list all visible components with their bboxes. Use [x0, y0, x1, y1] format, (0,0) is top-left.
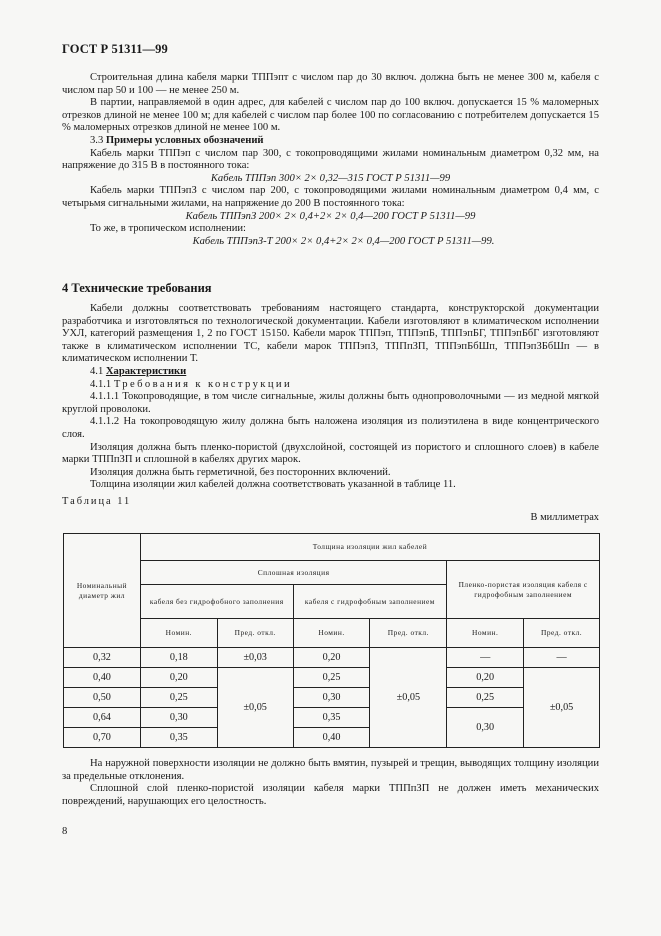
cell-nominal: 0,25 — [140, 688, 217, 708]
paragraph: Кабели должны соответствовать требованиям настоящего стандарта, конструкторской документации разработчика и изготовляться по технологической документации. Кабели изготовляют в климатическом исполнении УХЛ, категорий размещения 1, 2 по ГОСТ 15150. Кабели марок ТППэп, ТППэпБ, ТППэпБГ, ТППэпБбГ изготовляют также в климатическом исполнении ТС, кабели марок ТППэпЗ, ТППпЗП, ТППэпБбШп, ТППэпЗБбШп — в климатическом исполнении Т. — [62, 303, 599, 365]
paragraph: Кабель марки ТППэпЗ с числом пар 200, с токопроводящими жилами номинальным диаметром 0,4 мм, с четырьмя сигнальными жилами, на напряжение до 200 В постоянного тока: — [62, 185, 599, 209]
cell-nominal: 0,20 — [447, 668, 524, 688]
table-caption: Таблица 11 — [62, 496, 132, 507]
subsection-title: Характеристики — [105, 365, 187, 377]
insulation-thickness-table — [63, 533, 600, 748]
cell-deviation: ±0,05 — [217, 668, 293, 748]
cell-diameter: 0,64 — [64, 708, 141, 728]
cell-nominal: 0,30 — [140, 708, 217, 728]
subsection-title: Требования к конструкции — [113, 378, 293, 390]
intro-block — [62, 72, 599, 248]
header-solid-insulation: Сплошная изоляция — [140, 561, 446, 585]
table-row — [64, 668, 600, 688]
paragraph: Толщина изоляции жил кабелей должна соответствовать указанной в таблице 11. — [90, 479, 456, 491]
page-number: 8 — [62, 826, 68, 837]
header-insulation-thickness: Толщина изоляции жил кабелей — [140, 534, 599, 561]
cell-nominal: 0,20 — [293, 648, 370, 668]
cell-nominal: 0,35 — [140, 728, 217, 748]
table-row — [64, 708, 600, 728]
cell-nominal: 0,35 — [293, 708, 370, 728]
cell-deviation: ±0,05 — [370, 648, 447, 748]
cell-diameter: 0,40 — [64, 668, 141, 688]
cell-nominal: 0,18 — [140, 648, 217, 668]
paragraph: 4.1.1.2 На токопроводящую жилу должна быть наложена изоляция из полиэтилена в виде концентрического слоя. — [62, 416, 599, 440]
paragraph: Изоляция должна быть пленко-пористой (двухслойной, состоящей из пористого и сплошного слоев) в кабеле марки ТППпЗП и сплошной в кабелях других марок. — [62, 441, 599, 466]
header-deviation: Пред. откл. — [370, 619, 447, 648]
cell-deviation: ±0,03 — [217, 648, 293, 668]
paragraph: На наружной поверхности изоляции не должно быть вмятин, пузырей и трещин, выводящих толщину изоляции за предельные отклонения. — [62, 758, 599, 782]
section-title: 4 Технические требования — [62, 281, 212, 295]
paragraph: В партии, направляемой в один адрес, для кабелей с числом пар до 100 включ. допускается 15 % маломерных отрезков длиной не менее 100 м; для кабелей с числом пар более 100 по согласованию с потребителем допускается 15 % маломерных отрезков длиной не менее 100 м. — [62, 97, 599, 134]
paragraph: Сплошной слой пленко-пористой изоляции кабеля марки ТППпЗП не должен иметь механических повреждений, нарушающих его целостность. — [62, 783, 599, 807]
cell-nominal: 0,25 — [447, 688, 524, 708]
subsection-number: 3.3 — [90, 134, 104, 146]
header-no-filling: кабеля без гидрофобного заполнения — [140, 585, 293, 619]
cell-diameter: 0,50 — [64, 688, 141, 708]
header-nominal: Номин. — [293, 619, 370, 648]
subsection-title: Примеры условных обозначений — [105, 134, 264, 146]
header-nominal: Номин. — [447, 619, 524, 648]
header-deviation: Пред. откл. — [217, 619, 293, 648]
header-deviation: Пред. откл. — [524, 619, 600, 648]
header-nominal: Номин. — [140, 619, 217, 648]
subsection-heading — [62, 379, 599, 392]
cell-nominal: 0,40 — [293, 728, 370, 748]
cell-nominal: 0,30 — [293, 688, 370, 708]
table-row — [64, 648, 600, 668]
section-body — [62, 303, 599, 492]
cell-deviation: — — [524, 648, 600, 668]
paragraph: 4.1.1.1 Токопроводящие, в том числе сигнальные, жилы должны быть однопроволочными — из медной мягкой круглой проволоки. — [62, 391, 599, 415]
subsection-heading — [62, 135, 599, 148]
paragraph: То же, в тропическом исполнении: — [90, 223, 246, 235]
example-designation: Кабель ТППэпЗ-Т 200× 2× 0,4+2× 2× 0,4—200 ГОСТ Р 51311—99. — [192, 235, 495, 247]
paragraph: Строительная длина кабеля марки ТППэпт с числом пар до 30 включ. должна быть не менее 300 м, кабеля с числом пар 50 и 100 — не менее 250 м. — [62, 72, 599, 96]
subsection-number: 4.1.1 — [90, 378, 112, 390]
cell-nominal: — — [447, 648, 524, 668]
paragraph: Кабель марки ТППэп с числом пар 300, с токопроводящими жилами номинальным диаметром 0,32 мм, на напряжение до 315 В в постоянного тока: — [62, 147, 599, 172]
subsection-heading — [62, 366, 599, 379]
example-designation: Кабель ТППэпЗ 200× 2× 0,4+2× 2× 0,4—200 ГОСТ Р 51311—99 — [185, 210, 476, 222]
example-designation: Кабель ТППэп 300× 2× 0,32—315 ГОСТ Р 51311—99 — [210, 172, 451, 184]
cell-diameter: 0,32 — [64, 648, 141, 668]
table-row — [64, 688, 600, 708]
header-nominal-diameter: Номинальный диаметр жил — [64, 534, 141, 648]
document-header: ГОСТ Р 51311—99 — [62, 42, 168, 56]
cell-nominal: 0,30 — [447, 708, 524, 748]
footer-block — [62, 758, 599, 808]
cell-nominal: 0,25 — [293, 668, 370, 688]
table-unit: В миллиметрах — [530, 512, 599, 523]
header-foam-insulation: Пленко-пористая изоляция кабеля с гидрофобным заполнением — [447, 561, 600, 619]
cell-deviation: ±0,05 — [524, 668, 600, 748]
cell-nominal: 0,20 — [140, 668, 217, 688]
subsection-number: 4.1 — [90, 365, 104, 377]
paragraph: Изоляция должна быть герметичной, без посторонних включений. — [90, 466, 391, 478]
header-with-filling: кабеля с гидрофобным заполнением — [293, 585, 447, 619]
cell-diameter: 0,70 — [64, 728, 141, 748]
